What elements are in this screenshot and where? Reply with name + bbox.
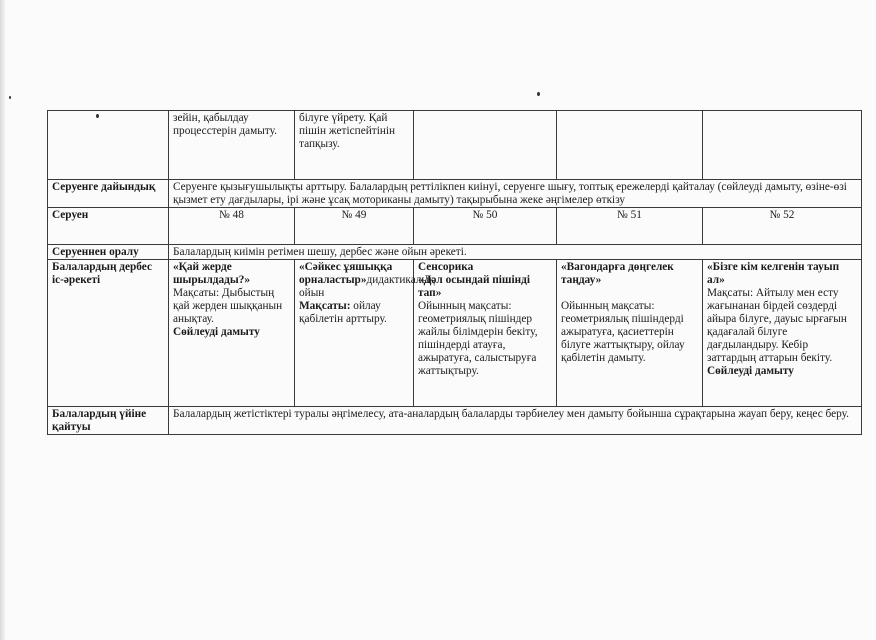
activity-skill: Сөйлеуді дамыту xyxy=(707,365,794,377)
activity-goal: ойлау қабілетін арттыру. xyxy=(299,300,387,325)
table-row-walk-prep xyxy=(48,180,862,208)
walk-number: № 51 xyxy=(557,208,703,245)
activity-title: «Вагондарға дөңгелек таңдау» xyxy=(561,261,674,286)
table-cell-empty xyxy=(414,111,557,180)
table-row-continued xyxy=(48,111,862,180)
table-cell-empty xyxy=(703,111,862,180)
row-text: Балалардың жетістіктері туралы әңгімелесу, ата-аналардың балаларды тәрбиелеу мен дамыту бойынша сұрақтарына жауап беру, кеңес беру. xyxy=(169,407,862,435)
row-label: Серуен xyxy=(48,208,169,245)
scan-speck xyxy=(537,92,540,96)
activity-goal-label: Мақсаты: xyxy=(299,300,351,312)
activity-cell xyxy=(557,260,703,407)
activity-goal: Мақсаты: Дыбыстың қай жерден шыққанын анықтау. xyxy=(173,287,283,325)
table-cell: зейін, қабылдау процесстерін дамыту. xyxy=(169,111,295,180)
activity-skill: Сөйлеуді дамыту xyxy=(173,326,260,338)
activity-goal: Ойынның мақсаты: геометриялық пішіндер жайлы білімдерін бекіту, пішіндерді атауға, ажыратуға, салыстыруға жаттықтыру. xyxy=(418,300,538,377)
table-row-walk xyxy=(48,208,862,245)
activity-cell xyxy=(169,260,295,407)
activity-title: «Қай жерде шырылдады?» xyxy=(173,261,250,286)
row-text: Серуенге қызығушылықты арттыру. Балалардың реттілікпен киінуі, серуенге шығу, топтық ережелерді қайталау (сөйлеуді дамыту, өзіне-өзі қызмет ету дағдылары, ірі және ұсақ моториканы дамыту) тақырыбына жеке әңгімелер өткізу xyxy=(169,180,862,208)
table-cell-empty xyxy=(557,111,703,180)
activity-goal: Ойынның мақсаты: геометриялық пішіндерді ажыратуға, қасиеттерін білуге жаттықтыру, ойлау қабілетін дамыту. xyxy=(561,300,685,364)
activity-title: «Сәйкес ұяшыққа орналастыр» xyxy=(299,261,393,286)
activity-goal: Мақсаты: Айтылу мен есту жағынанан бірдей сөздерді айыра білуге, дауыс ырғағын қадағалай білуге дағдыландыру. Кебір заттардың аттарын бекіту. xyxy=(707,287,847,364)
activity-cell xyxy=(414,260,557,407)
scan-speck xyxy=(9,96,11,99)
activity-title-tail: дидактикалық ойын xyxy=(299,274,435,299)
walk-number: № 48 xyxy=(169,208,295,245)
schedule-table xyxy=(47,110,862,435)
table-cell: білуге үйрету. Қай пішін жетіспейтінін тапқызу. xyxy=(295,111,414,180)
row-text: Балалардың киімін ретімен шешу, дербес және ойын әрекеті. xyxy=(169,245,862,260)
activity-cell xyxy=(295,260,435,407)
row-label: Серуеннен оралу xyxy=(48,245,169,260)
row-label: Серуенге дайындық xyxy=(48,180,169,208)
activity-cell xyxy=(703,260,862,407)
walk-number: № 52 xyxy=(703,208,862,245)
table-cell-empty xyxy=(48,111,169,180)
walk-number: № 49 xyxy=(295,208,414,245)
table-row-independent xyxy=(48,260,862,407)
activity-title: Сенсорика xyxy=(418,261,474,273)
table-row-return xyxy=(48,245,862,260)
activity-title: «Бізге кім келгенін тауып ал» xyxy=(707,261,840,286)
walk-number: № 50 xyxy=(414,208,557,245)
activity-subtitle: «Дәл осындай пішінді тап» xyxy=(418,274,530,299)
scan-edge-shadow xyxy=(0,0,6,640)
row-label: Балалардың дербес іс-әрекеті xyxy=(48,260,169,407)
spacer xyxy=(561,287,698,300)
table-row-home xyxy=(48,407,862,435)
row-label: Балалардың үйіне қайтуы xyxy=(48,407,169,435)
